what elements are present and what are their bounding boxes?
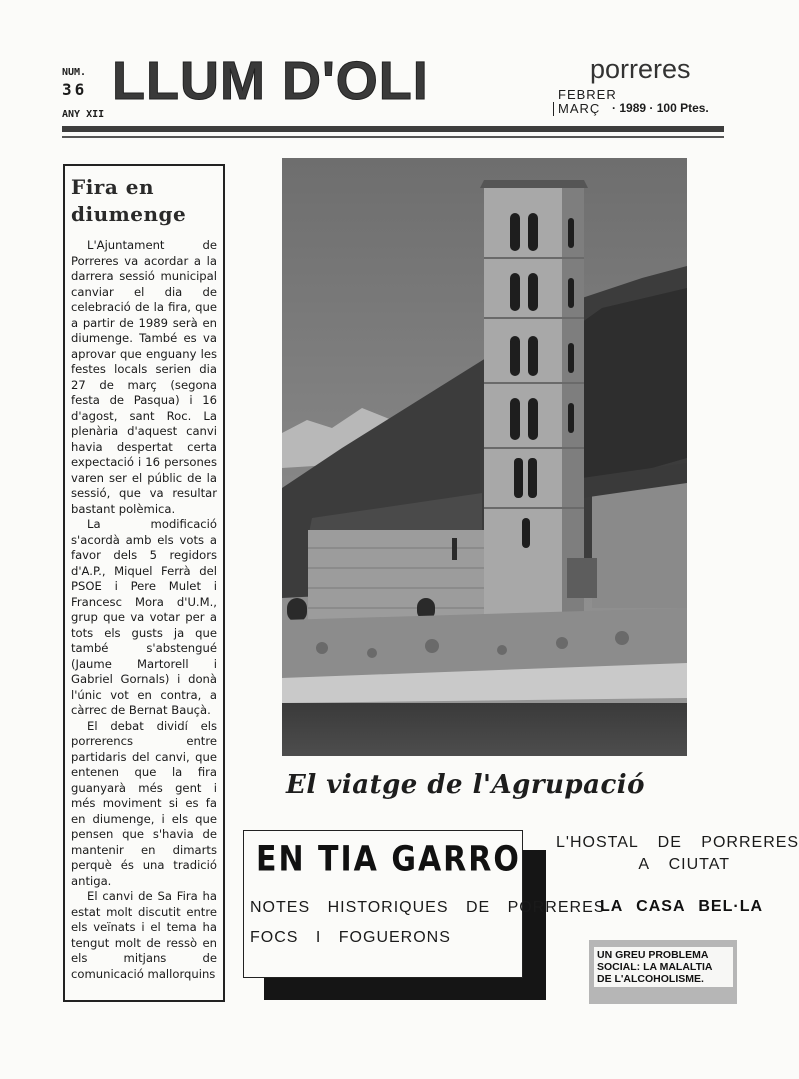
year-label: ANY XII <box>62 109 105 120</box>
feature-box-title: EN TIA GARRO <box>256 839 521 880</box>
num-label: NUM. <box>62 67 87 78</box>
month-march: MARÇ <box>558 100 601 116</box>
teaser-hostal-line-2: A CIUTAT <box>638 856 730 873</box>
article-fira-en-diumenge <box>63 164 225 1002</box>
teaser-alcoholism-line-3: DE L'ALCOHOLISME. <box>597 973 704 985</box>
photo-caption: El viatge de l'Agrupació <box>286 770 646 800</box>
issue-number-block <box>62 68 104 120</box>
year-and-price: · 1989 · 100 Ptes. <box>612 101 709 115</box>
teaser-alcoholism-line-1: UN GREU PROBLEMA <box>597 949 709 961</box>
masthead-title: LLUM D'OLI <box>112 51 429 111</box>
article-title: Fira en diumenge <box>71 175 187 226</box>
church-tower-photo <box>282 158 687 756</box>
issue-number: 36 <box>62 80 88 99</box>
town-name: porreres <box>590 54 691 84</box>
masthead-rule-thick <box>62 126 724 132</box>
article-paragraph: El canvi de Sa Fira ha estat molt discutit entre els veïnats i el tema ha tengut molt de ressò en els mitjans de comunicació mallorquins <box>71 889 217 981</box>
masthead-rule-thin <box>62 136 724 138</box>
teaser-alcoholism-box <box>589 940 737 1004</box>
feature-box-en-tia-garro <box>243 830 606 978</box>
teaser-hostal <box>556 832 799 876</box>
article-paragraph: El debat dividí els porrerencs entre partidaris del canvi, que entenen que la fira guanyarà més gent i més moviment si es fa en diumenge, i els que pensen que s'havia de mantenir en dimarts perquè és una tradició antiga. <box>71 718 217 888</box>
teaser-casa-bella: LA CASA BEL·LA <box>600 898 764 915</box>
article-paragraph: L'Ajuntament de Porreres va acordar a la darrera sessió municipal canviar el dia de celebració de la fira, que a partir de 1989 serà en diumenge. També es va aprovar que enguany les festes locals serien dia 27 de març (segona festa de Pasqua) i 16 d'agost, sant Roc. La plenària d'aquest canvi havia despertat certa expectació i 16 persones varen ser el públic de la sessió, que va resultar bastant polèmica. <box>71 238 217 516</box>
month-february: FEBRER <box>558 87 617 102</box>
issue-months <box>556 88 617 115</box>
church-photo-illustration <box>282 158 687 756</box>
month-divider <box>553 102 554 116</box>
feature-box-line-2: FOCS I FOGUERONS <box>250 929 451 946</box>
issue-price: 100 Ptes. <box>656 101 709 115</box>
issue-year: 1989 <box>619 101 647 115</box>
teaser-alcoholism-line-2: SOCIAL: LA MALALTIA <box>597 961 713 973</box>
feature-box-line-1: NOTES HISTORIQUES DE PORRERES <box>250 899 606 916</box>
article-body <box>71 238 217 982</box>
article-paragraph: La modificació s'acordà amb els vots a favor dels 5 regidors d'A.P., Miquel Ferrà del PSOE i Pere Mulet i Francesc Mora d'U.M., grup que va votar per a tots els gusts ja que també s'abstengué (Jaume Martorell i Gabriel Gornals) i donà l'únic vot en contra, a càrrec de Bernat Bauçà. <box>71 517 217 717</box>
teaser-hostal-line-1: L'HOSTAL DE PORRERES <box>556 834 799 851</box>
